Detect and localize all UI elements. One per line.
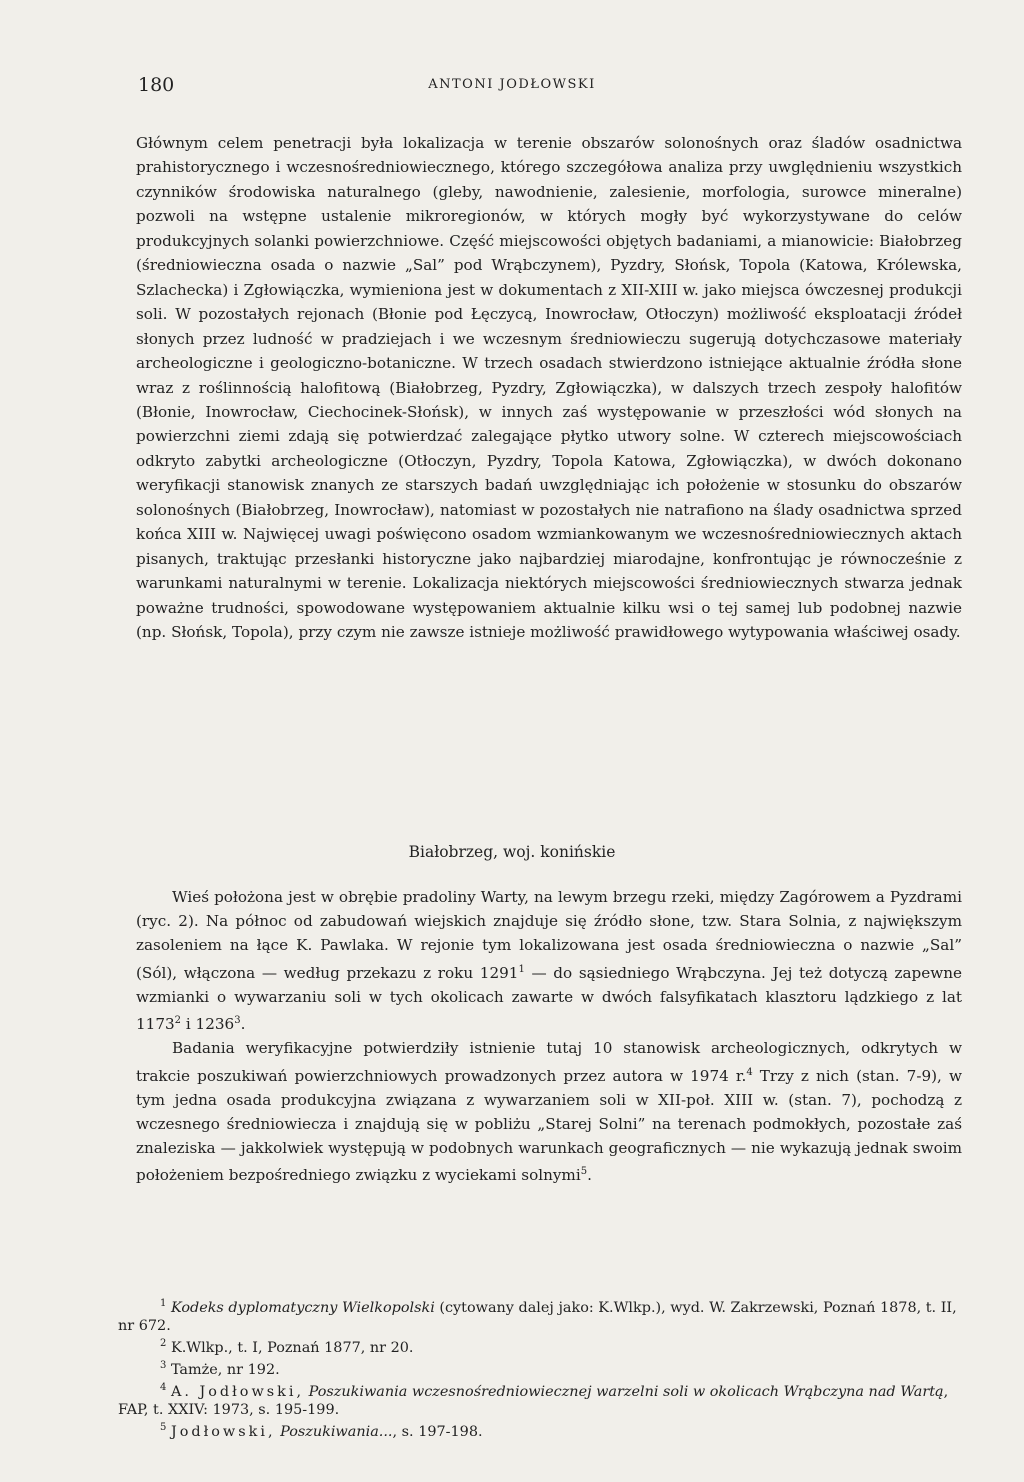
paragraph-text: i 1236 xyxy=(181,1015,235,1034)
footnote-1 xyxy=(118,1295,962,1335)
footnote-author: A. Jodłowski, xyxy=(170,1384,305,1400)
paragraph-text: Badania weryfikacyjne potwierdziły istnienie tutaj 10 stanowisk archeologicznych, odkrytych w trakcie poszukiwań powierzchniowych prowadzonych przez autora w 1974 r. xyxy=(136,1039,962,1085)
footnote-ref: 4 xyxy=(746,1066,753,1078)
footnote-number: 4 xyxy=(160,1382,167,1394)
footnote-ref: 3 xyxy=(234,1015,241,1027)
footnote-text: , FAP, t. XXIV: 1973, s. 195-199. xyxy=(118,1384,949,1419)
paragraph-text: Trzy z nich (stan. 7-9), w tym jedna osada produkcyjna związana z wywarzaniem soli w XII-poł. XIII w. (stan. 7), pochodzą z wczesnego średniowiecza i znajdują się w pobliżu „Starej Solni” na terenach podmokłych, pozostałe zaś znaleziska — jakkolwiek występują w podobnych warunkach geograficznych — nie wykazują jednak swoim położeniem bezpośredniego związku z wyciekami solnymi xyxy=(136,1066,962,1185)
footnote-title: Poszukiwania... xyxy=(280,1424,393,1441)
footnote-ref: 1 xyxy=(518,963,525,975)
intro-paragraph: Głównym celem penetracji była lokalizacja w terenie obszarów solonośnych oraz śladów osadnictwa prahistorycznego i wczesnośredniowiecznego, którego szczegółowa analiza przy uwględnieniu wszystkich czynników środowiska naturalnego (gleby, nawodnienie, zalesienie, morfologia, surowce mineralne) pozwoli na wstępne ustalenie mikroregionów, w których mogły być wykorzystywane do celów produkcyjnych solanki powierzchniowe. Część miejscowości objętych badaniami, a mianowicie: Białobrzeg (średniowieczna osada o nazwie „Sal” pod Wrąbczynem), Pyzdry, Słońsk, Topola (Katowa, Królewska, Szlachecka) i Zgłowiączka, wymieniona jest w dokumentach z XII-XIII w. jako miejsca ówczesnej produkcji soli. W pozostałych rejonach (Błonie pod Łęczycą, Inowrocław, Otłoczyn) możliwość eksploatacji źródeł słonych przez ludność w pradziejach i we wczesnym średniowieczu sugerują dotychczasowe materiały archeologiczne i geologiczno-botaniczne. W trzech osadach stwierdzono istniejące aktualnie źródła słone wraz z roślinnością halofitową (Białobrzeg, Pyzdry, Zgłowiączka), w dalszych trzech zespoły halofitów (Błonie, Inowrocław, Ciechocinek-Słońsk), w innych zaś występowanie w przeszłości wód słonych na powierzchni ziemi zdają się potwierdzać zalegające płytko utwory solne. W czterech miejscowościach odkryto zabytki archeologiczne (Otłoczyn, Pyzdry, Topola Katowa, Zgłowiączka), w dwóch dokonano weryfikacji stanowisk znanych ze starszych badań uwzględniając ich położenie w stosunku do obszarów solonośnych (Białobrzeg, Inowrocław), natomiast w pozostałych nie natrafiono na ślady osadnictwa sprzed końca XIII w. Najwięcej uwagi poświęcono osadom wzmiankowanym we wczesnośredniowiecznych aktach pisanych, traktując przesłanki historyczne jako najbardziej miarodajne, konfrontując je równocześnie z warunkami naturalnymi w terenie. Lokalizacja niektórych miejscowości średniowiecznych stwarza jednak poważne trudności, spowodowane występowaniem aktualnie kilku wsi o tej samej lub podobnej nazwie (np. Słońsk, Topola), przy czym nie zawsze istnieje możliwość prawidłowego wytypowania właściwej osady. xyxy=(136,134,962,642)
page-number: 180 xyxy=(138,74,175,96)
paragraph-text: . xyxy=(240,1015,246,1034)
intro-text xyxy=(136,131,962,645)
footnote-2 xyxy=(118,1335,962,1357)
section-text xyxy=(136,885,962,1188)
section-paragraph-2 xyxy=(136,1036,962,1187)
paragraph-text: . xyxy=(587,1166,592,1185)
paragraph-text: — do sąsiedniego Wrąbczyna. Jej też dotyczą zapewne wzmianki o wywarzaniu soli w tych okolicach zawarte w dwóch falsyfikatach klasztoru lądzkiego z lat 1173 xyxy=(136,963,962,1034)
footnote-text: K.Wlkp., t. I, Poznań 1877, nr 20. xyxy=(170,1340,414,1356)
footnote-author: Jodłowski, xyxy=(170,1424,276,1441)
footnote-ref: 2 xyxy=(174,1015,182,1027)
footnote-text: Tamże, nr 192. xyxy=(170,1362,280,1378)
footnote-number: 3 xyxy=(160,1360,167,1372)
footnote-text: , s. 197-198. xyxy=(392,1424,483,1441)
paragraph-text: Wieś położona jest w obrębie pradoliny Warty, na lewym brzegu rzeki, między Zagórowem a Pyzdrami (ryc. 2). Na północ od zabudowań wiejskich znajduje się źródło słone, tzw. Stara Solnia, z największym zasoleniem na łące K. Pawlaka. W rejonie tym lokalizowana jest osada średniowieczna o nazwie „Sal” (Sól), włączona — według przekazu z roku 1291 xyxy=(136,888,962,982)
footnote-5 xyxy=(118,1419,962,1441)
footnote-4 xyxy=(118,1379,962,1419)
footnote-ref: 5 xyxy=(580,1166,588,1178)
section-paragraph-1 xyxy=(136,885,962,1036)
running-head: ANTONI JODŁOWSKI xyxy=(428,77,596,92)
section-heading: Białobrzeg, woj. konińskie xyxy=(408,843,616,861)
footnote-text: (cytowany dalej jako: K.Wlkp.), wyd. W. Zakrzewski, Poznań 1878, t. II, nr 672. xyxy=(118,1299,957,1334)
page-header xyxy=(0,74,1024,104)
footnotes xyxy=(118,1295,962,1441)
footnote-title: Kodeks dyplomatyczny Wielkopolski xyxy=(170,1299,435,1316)
footnote-number: 1 xyxy=(160,1298,167,1309)
footnote-number: 5 xyxy=(160,1422,167,1434)
footnote-3 xyxy=(118,1357,962,1379)
footnote-number: 2 xyxy=(160,1338,167,1350)
footnote-title: Poszukiwania wczesnośredniowiecznej warzelni soli w okolicach Wrąbczyna nad Wartą xyxy=(308,1384,944,1400)
